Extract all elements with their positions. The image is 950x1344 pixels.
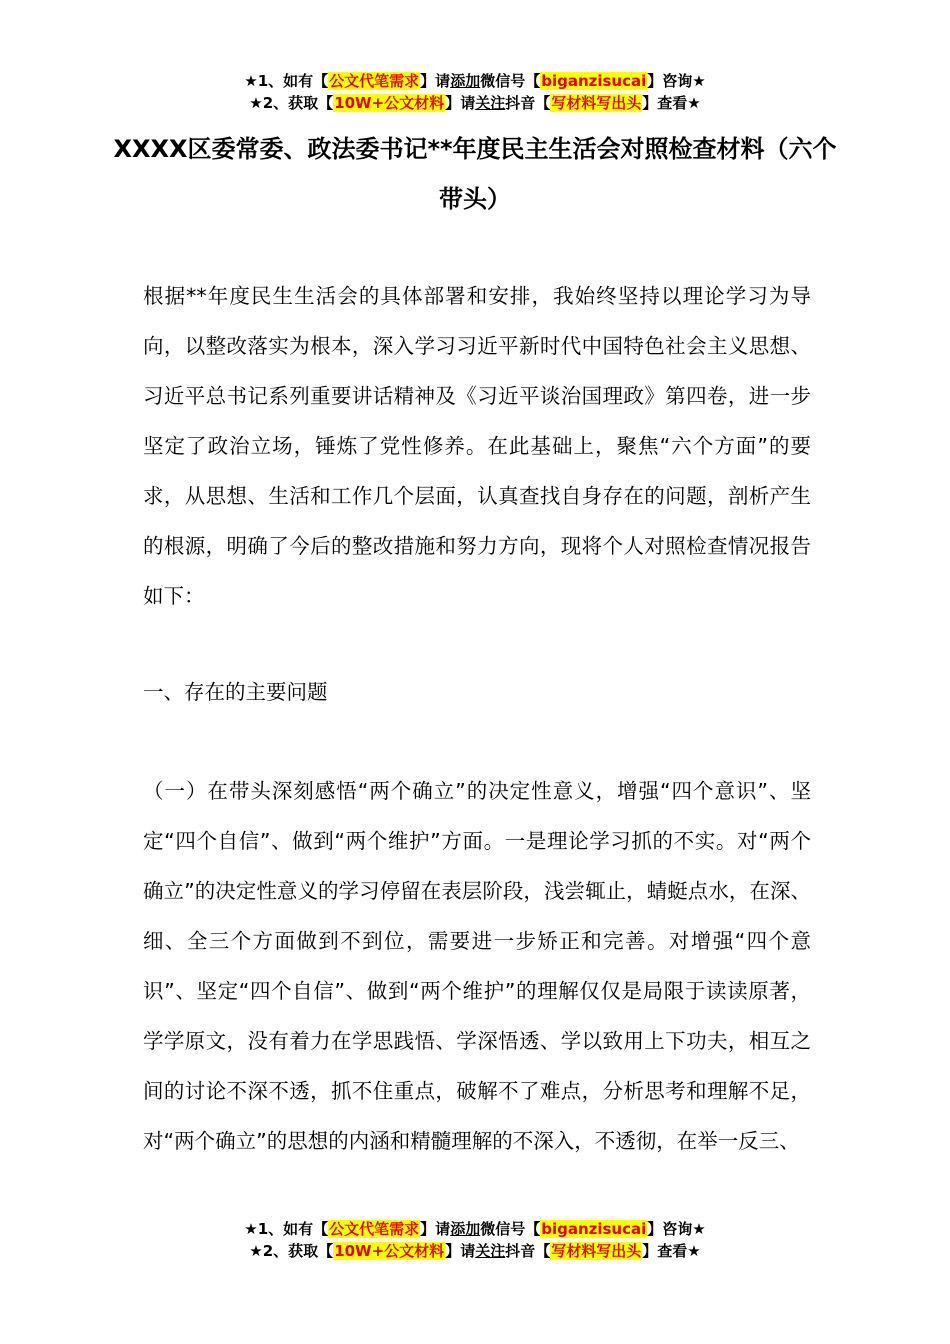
section-paragraph: （一）在带头深刻感悟“两个确立”的决定性意义，增强“四个意识”、坚定“四个自信”、做到“两个维护”方面。一是理论学习抓的不实。对“两个确立”的决定性意义的学习停留在表层阶段，浅尝辄止，蜻蜓点水，在深、细、全三个方面做到不到位，需要进一步矫正和完善。对增强“四个意识”、坚定“四个自信”、做到“两个维护”的理解仅仅是局限于读读原著，学学原文，没有着力在学思践悟、学深悟透、学以致用上下功夫，相互之间的讨论不深不透，抓不住重点，破解不了难点，分析思考和理解不足，对“两个确立”的思想的内涵和精髓理解的不深入，不透彻，在举一反三、 [143,779,811,1153]
intro-paragraph: 根据**年度民生生活会的具体部署和安排，我始终坚持以理论学习为导向，以整改落实为根本，深入学习习近平新时代中国特色社会主义思想、习近平总书记系列重要讲话精神及《习近平谈治国理政》第四卷，进一步坚定了政治立场，锤炼了党性修养。在此基础上，聚焦“六个方面”的要求，从思想、生活和工作几个层面，认真查找自身存在的问题，剖析产生的根源，明确了今后的整改措施和努力方向，现将个人对照检查情况报告如下： [143,284,811,608]
promo-line-1: ★1、如有【公文代笔需求】请添加微信号【biganzisucai】咨询★ [244,72,706,90]
section-heading: 一、存在的主要问题 [143,680,328,704]
highlight-materials: 10W+公文材料 [334,94,445,112]
promo-line-2: ★2、获取【10W+公文材料】请关注抖音【写材料写出头】查看★ [249,1242,701,1260]
promo-banner-bottom [0,1218,950,1262]
highlight-wechat-id: biganzisucai [541,1220,647,1238]
highlight-materials: 10W+公文材料 [334,1242,445,1260]
promo-line-2: ★2、获取【10W+公文材料】请关注抖音【写材料写出头】查看★ [249,94,701,112]
highlight-wechat-id: biganzisucai [541,72,647,90]
highlight-douyin: 写材料写出头 [551,1242,642,1260]
promo-banner-top [0,70,950,114]
promo-line-1: ★1、如有【公文代笔需求】请添加微信号【biganzisucai】咨询★ [244,1220,706,1238]
highlight-service: 公文代笔需求 [329,1220,420,1238]
document-title: XXXX区委常委、政法委书记**年度民主生活会对照检查材料（六个带头） [113,135,837,213]
highlight-service: 公文代笔需求 [329,72,420,90]
highlight-douyin: 写材料写出头 [551,94,642,112]
